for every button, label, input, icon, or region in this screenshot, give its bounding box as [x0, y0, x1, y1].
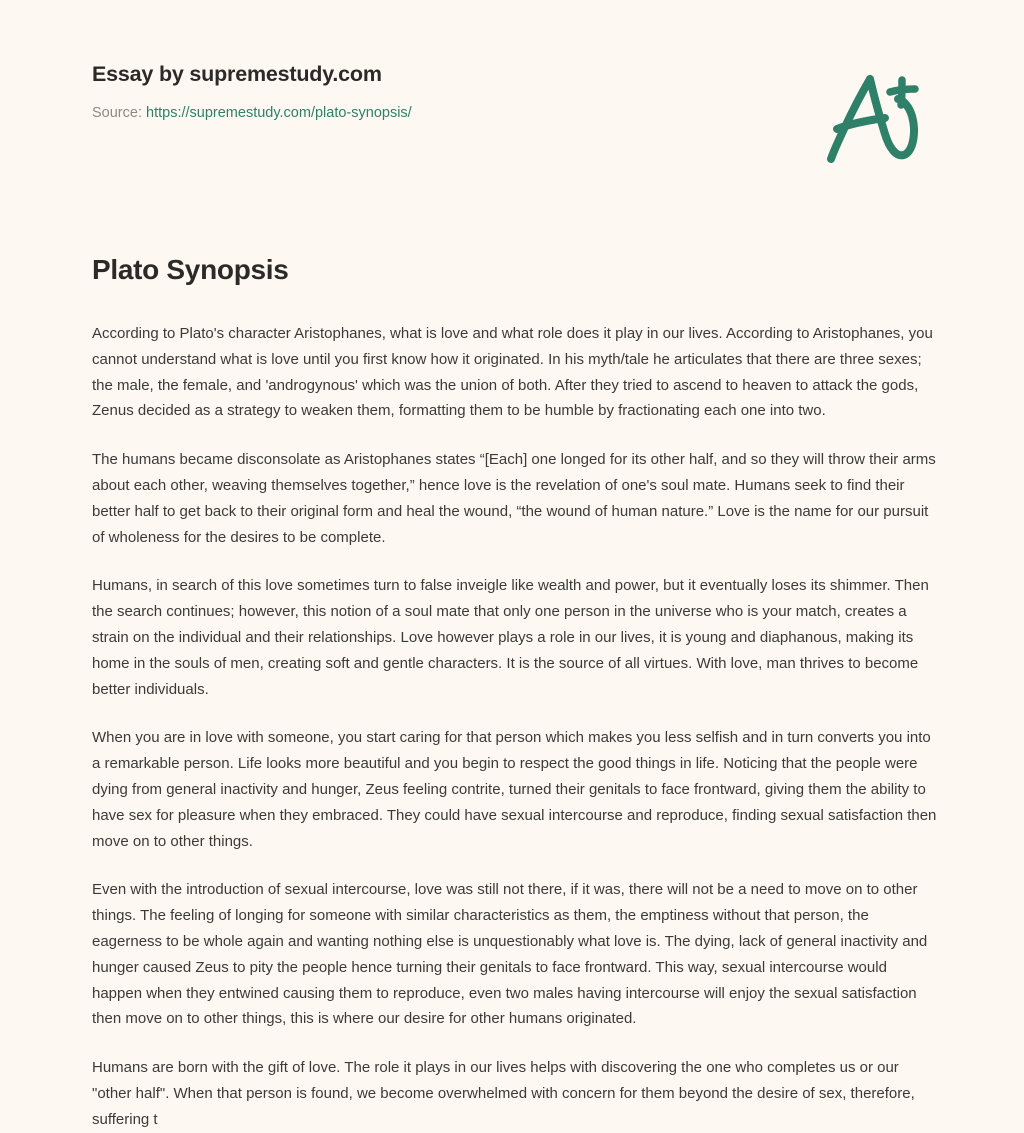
- article-body: [92, 321, 937, 1133]
- site-title: Essay by supremestudy.com: [92, 62, 382, 86]
- page-title: Plato Synopsis: [92, 254, 289, 285]
- source-label: Source:: [92, 104, 142, 121]
- source-line: [92, 104, 792, 123]
- article-paragraph: Even with the introduction of sexual intercourse, love was still not there, if it was, there will not be a need to move on to other things. The feeling of longing for someone with similar characteristics as them, the emptiness without that person, the eagerness to be whole again and wanting nothing else is unquestionably what love is. The dying, lack of general inactivity and hunger caused Zeus to pity the people hence turning their genitals to face frontward. This way, sexual intercourse would happen when they entwined causing them to reproduce, even two males having intercourse will enjoy the sexual satisfaction then move on to other things, this is where our desire for other humans originated.: [92, 881, 928, 1028]
- article-paragraph: Humans are born with the gift of love. The role it plays in our lives helps with discovering the one who completes us or our "other half". When that person is found, we become overwhelmed with concern for them beyond the desire of sex, therefore, suffering t: [92, 1059, 915, 1128]
- article-paragraph: Humans, in search of this love sometimes turn to false inveigle like wealth and power, but it eventually loses its shimmer. Then the search continues; however, this notion of a soul mate that only one person in the universe who is your match, creates a strain on the individual and their relationships. Love however plays a role in our lives, it is young and diaphanous, making its home in the souls of men, creating soft and gentle characters. It is the source of all virtues. With love, man thrives to become better individuals.: [92, 577, 929, 698]
- a-plus-logo[interactable]: [812, 66, 928, 166]
- article: [92, 252, 937, 1133]
- article-paragraph: The humans became disconsolate as Aristophanes states “[Each] one longed for its other half, and so they will throw their arms about each other, weaving themselves together,” hence love is the revelation of one's soul mate. Humans seek to find their better half to get back to their original form and heal the wound, “the wound of human nature.” Love is the name for our pursuit of wholeness for the desires to be complete.: [92, 451, 936, 546]
- source-url-link[interactable]: https://supremestudy.com/plato-synopsis/: [146, 104, 412, 121]
- a-plus-logo-icon: [812, 66, 928, 166]
- article-paragraph: According to Plato's character Aristophanes, what is love and what role does it play in our lives. According to Aristophanes, you cannot understand what is love until you first know how it originated. In his myth/tale he articulates that there are three sexes; the male, the female, and 'androgynous' which was the union of both. After they tried to ascend to heaven to attack the gods, Zenus decided as a strategy to weaken them, formatting them to be humble by fractionating each one into two.: [92, 325, 933, 420]
- article-paragraph: When you are in love with someone, you start caring for that person which makes you less selfish and in turn converts you into a remarkable person. Life looks more beautiful and you begin to respect the good things in life. Noticing that the people were dying from general inactivity and hunger, Zeus feeling contrite, turned their genitals to face frontward, giving them the ability to have sex for pleasure when they embraced. They could have sexual intercourse and reproduce, finding sexual satisfaction then move on to other things.: [92, 729, 937, 850]
- page-header: [92, 62, 792, 123]
